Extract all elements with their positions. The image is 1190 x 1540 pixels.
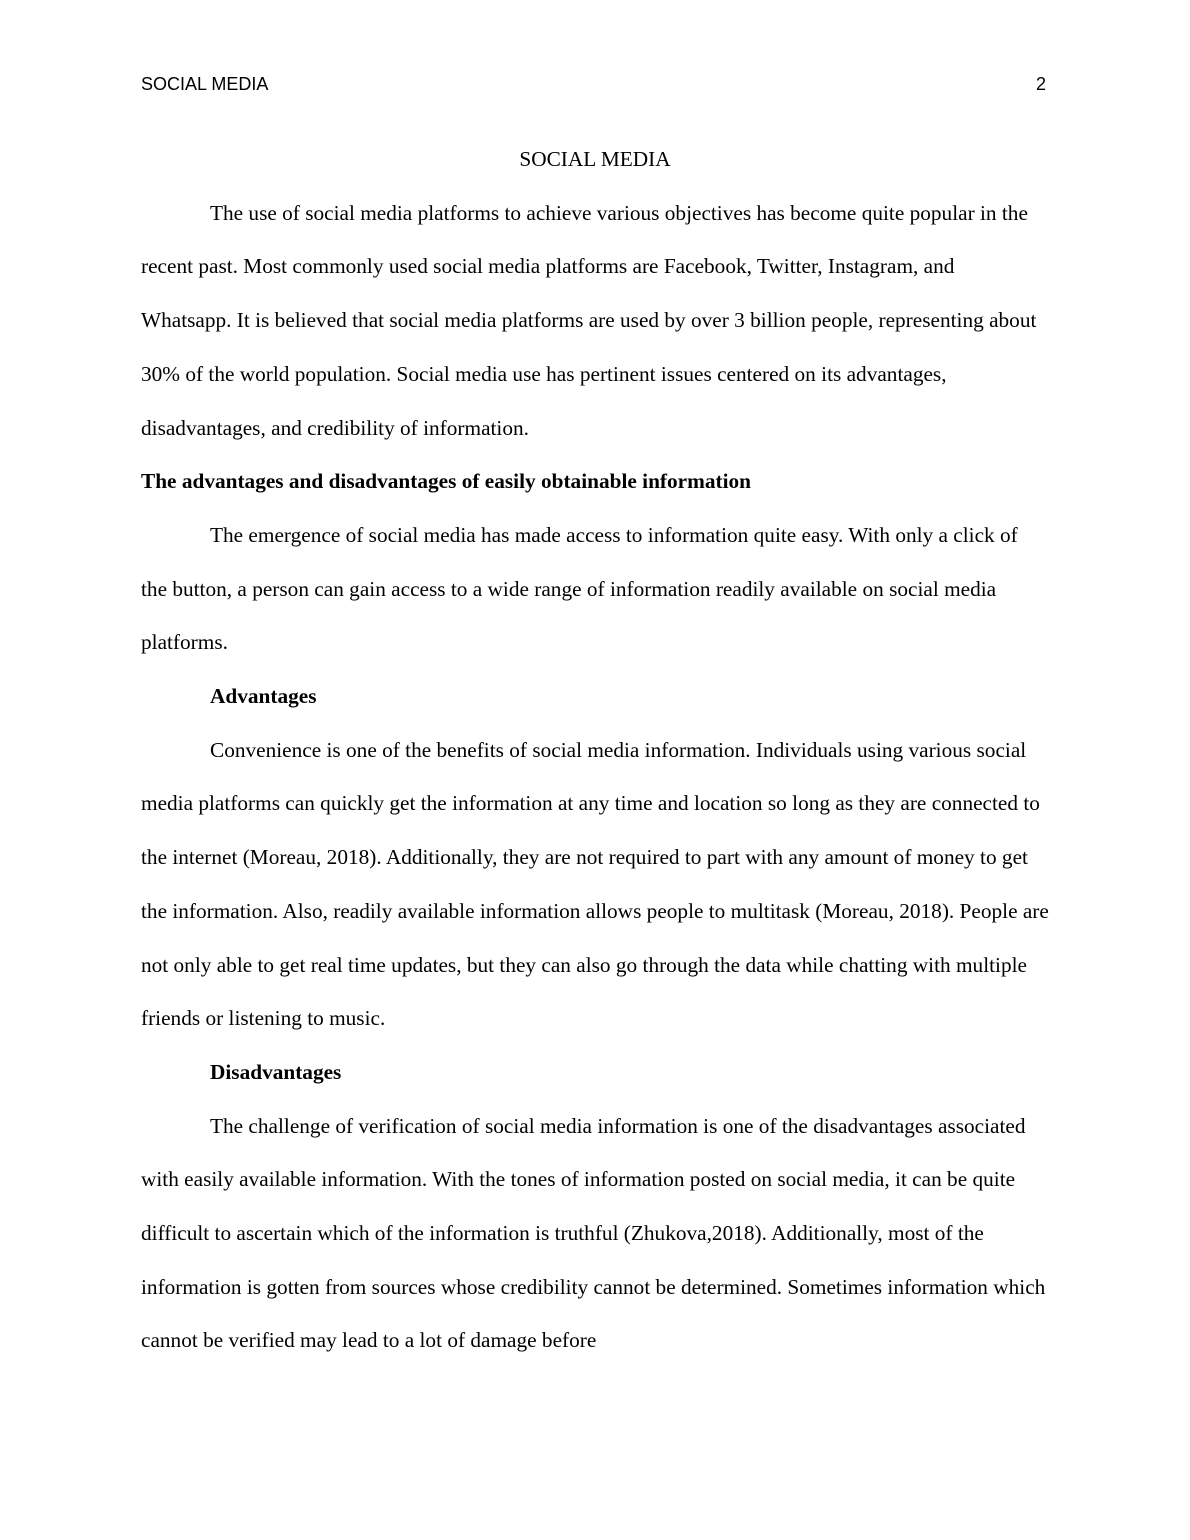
section-paragraph: The emergence of social media has made access to information quite easy. With only a click of the button, a person can gain access to a wide range of information readily available on social media platforms. bbox=[141, 522, 1018, 655]
intro-paragraph: The use of social media platforms to achieve various objectives has become quite popular in the recent past. Most commonly used social media platforms are Facebook, Twitter, Instagram, and Whatsapp. It is believed that social media platforms are used by over 3 billion people, representing about 30% of the world population. Social media use has pertinent issues centered on its advantages, disadvantages, and credibility of information. bbox=[141, 200, 1037, 440]
running-head: SOCIAL MEDIA bbox=[141, 74, 269, 94]
disadvantages-paragraph: The challenge of verification of social media information is one of the disadvantages associated with easily available information. With the tones of information posted on social media, it can be quite difficult to ascertain which of the information is truthful (Zhukova,2018). Additionally, most of the information is gotten from sources whose credibility cannot be determined. Sometimes information which cannot be verified may lead to a lot of damage before bbox=[141, 1113, 1046, 1353]
section-heading: The advantages and disadvantages of easily obtainable information bbox=[141, 469, 751, 494]
advantages-heading: Advantages bbox=[210, 684, 317, 709]
advantages-paragraph: Convenience is one of the benefits of social media information. Individuals using various social media platforms can quickly get the information at any time and location so long as they are connected to the internet (Moreau, 2018). Additionally, they are not required to part with any amount of money to get the information. Also, readily available information allows people to multitask (Moreau, 2018). People are not only able to get real time updates, but they can also go through the data while chatting with multiple friends or listening to music. bbox=[141, 737, 1049, 1031]
document-title: SOCIAL MEDIA bbox=[519, 147, 671, 171]
document-body bbox=[141, 133, 1049, 1368]
page-number: 2 bbox=[1035, 74, 1046, 94]
disadvantages-heading: Disadvantages bbox=[210, 1059, 342, 1084]
